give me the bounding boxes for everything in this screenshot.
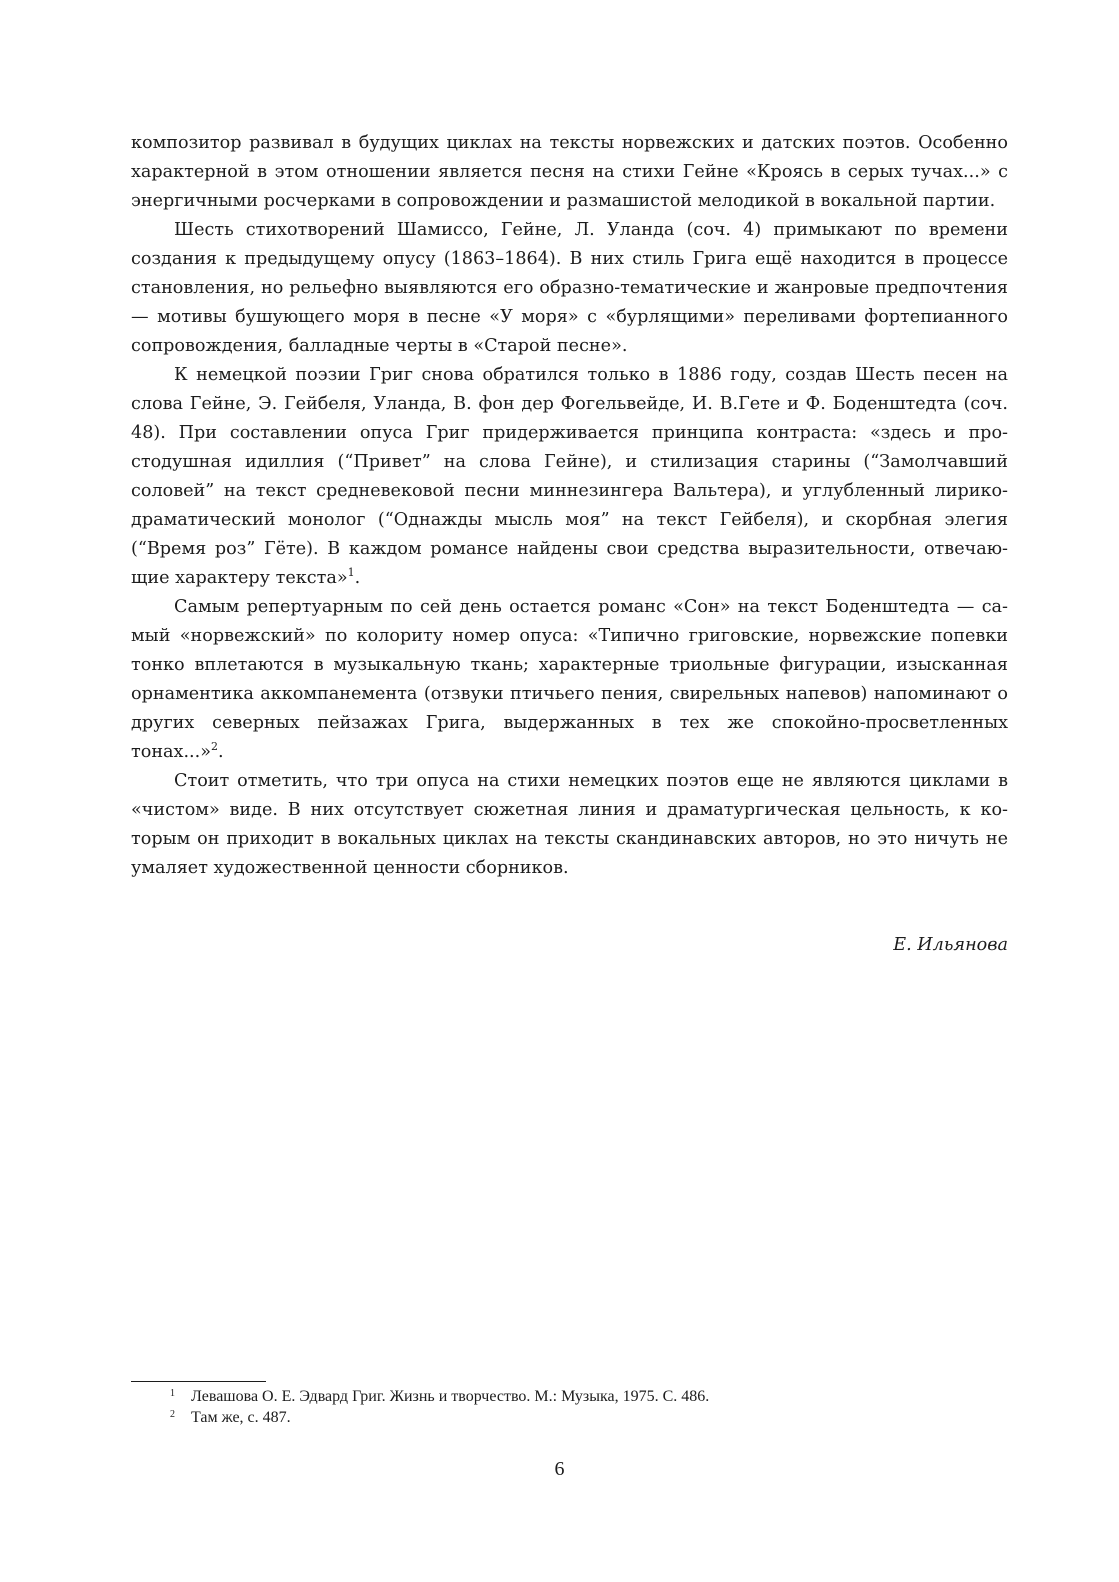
footnote-divider [131,1381,266,1382]
footnote-2-text: Там же, с. 487. [191,1409,291,1426]
paragraph-4-text: Самым репертуарным по сей день остается романс «Сон» на текст Боденштедта — самый «норвежский» по колориту номер опуса: «Типично григовские, норвежские попевки тонко вплетаются в музыкальную ткань; характерные триольные фигурации, изысканная орнаментика аккомпанемента (отзвуки птичьего пения, свирельных напевов) напоминают о других северных пейзажах Грига, выдержанных в тех же спокойно-просветленных тонах...» [131,597,1008,762]
paragraph-4 [131,593,1008,767]
paragraph-2-text: Шесть стихотворений Шамиссо, Гейне, Л. Уланда (соч. 4) примыкают по времени создания к предыдущему опусу (1863–1864). В них стиль Грига ещё находится в процессе становления, но рельефно выявляются его образно-тематические и жанровые предпочтения — мотивы бушующего моря в песне «У моря» с «бурлящими» переливами фортепианного сопровождения, балладные черты в «Старой песне». [131,220,1008,356]
paragraph-2 [131,216,1008,361]
paragraph-5 [131,767,1008,883]
page-number: 6 [554,1458,565,1480]
paragraph-1 [131,129,1008,216]
footnote-2 [170,1407,970,1428]
footnote-1-text: Левашова О. Е. Эдвард Григ. Жизнь и творчество. М.: Музыка, 1975. С. 486. [191,1388,710,1405]
footnote-1 [170,1386,970,1407]
footnote-ref-1[interactable]: 1 [347,566,355,579]
paragraph-5-text: Стоит отметить, что три опуса на стихи немецких поэтов еще не являются циклами в «чистом» виде. В них отсутствует сюжетная линия и драматургическая цельность, к которым он приходит в вокальных циклах на тексты скандинавских авторов, но это ничуть не умаляет художественной ценности сборников. [131,771,1008,878]
paragraph-3-end: . [354,568,361,588]
body-text [131,129,1008,883]
author-signature: Е. Ильянова [893,935,1008,955]
paragraph-3-text: К немецкой поэзии Григ снова обратился только в 1886 году, создав Шесть песен на слова Гейне, Э. Гейбеля, Уланда, В. фон дер Фогельвейде, И. В.Гете и Ф. Боденштедта (соч. 48). При составлении опуса Григ придерживается принципа контраста: «здесь и простодушная идиллия (“Привет” на слова Гейне), и стилизация старины (“Замолчавший соловей” на текст средневековой песни миннезингера Вальтера), и углубленный лирико-драматический монолог (“Однажды мысль моя” на текст Гейбеля), и скорбная элегия (“Время роз” Гёте). В каждом романсе найдены свои средства выразительности, отвечающие характеру текста» [131,365,1008,588]
paragraph-3 [131,361,1008,593]
footnote-2-mark: 2 [170,1409,175,1420]
paragraph-4-end: . [218,742,224,762]
paragraph-1-text: композитор развивал в будущих циклах на тексты норвежских и датских поэтов. Особенно характерной в этом отношении является песня на стихи Гейне «Кроясь в серых тучах...» с энергичными росчерками в сопровождении и размашистой мелодикой в вокальной партии. [131,133,1008,211]
footnote-ref-2[interactable]: 2 [211,740,219,753]
footnote-1-mark: 1 [170,1388,175,1399]
footnotes [170,1386,970,1428]
